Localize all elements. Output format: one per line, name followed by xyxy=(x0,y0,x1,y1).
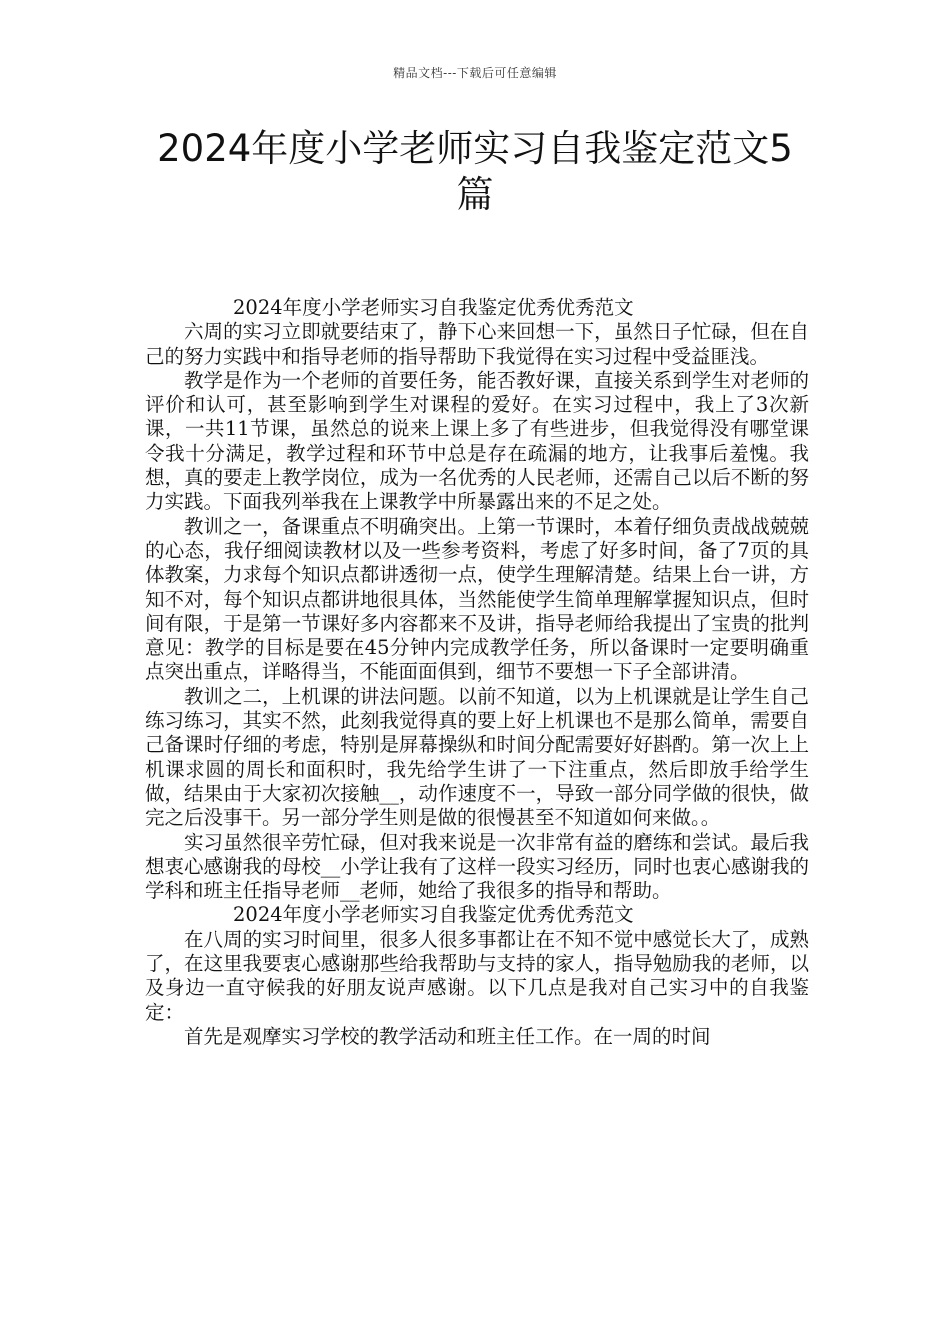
paragraph: 六周的实习立即就要结束了，静下心来回想一下，虽然日子忙碌，但在自己的努力实践中和指导老师的指导帮助下我觉得在实习过程中受益匪浅。 xyxy=(145,320,809,368)
section-heading: 2024年度小学老师实习自我鉴定优秀优秀范文 xyxy=(233,903,634,927)
paragraph: 首先是观摩实习学校的教学活动和班主任工作。在一周的时间 xyxy=(184,1024,711,1048)
paragraph: 教训之二，上机课的讲法问题。以前不知道，以为上机课就是让学生自己练习练习，其实不然，此刻我觉得真的要上好上机课也不是那么简单，需要自己备课时仔细的考虑，特别是屏幕操纵和时间分配需要好好斟酌。第一次上上机课求圆的周长和面积时，我先给学生讲了一下注重点，然后即放手给学生做，结果由于大家初次接触__，动作速度不一，导致一部分同学做的很快，做完之后没事干。另一部分学生则是做的很慢甚至不知道如何来做。。 xyxy=(145,684,809,830)
paragraph: 在八周的实习时间里，很多人很多事都让在不知不觉中感觉长大了，成熟了，在这里我要衷心感谢那些给我帮助与支持的家人，指导勉励我的老师，以及身边一直守候我的好朋友说声感谢。以下几点是我对自己实习中的自我鉴定： xyxy=(145,927,809,1024)
document-title: 2024年度小学老师实习自我鉴定范文5篇 xyxy=(157,127,793,216)
paragraph: 教学是作为一个老师的首要任务，能否教好课，直接关系到学生对老师的评价和认可，甚至影响到学生对课程的爱好。在实习过程中，我上了3次新课，一共11节课，虽然总的说来上课上多了有些进步，但我觉得没有哪堂课令我十分满足，教学过程和环节中总是存在疏漏的地方，让我事后羞愧。我想，真的要走上教学岗位，成为一名优秀的人民老师，还需自己以后不断的努力实践。下面我列举我在上课教学中所暴露出来的不足之处。 xyxy=(145,368,809,514)
section-heading: 2024年度小学老师实习自我鉴定优秀优秀范文 xyxy=(233,296,634,319)
paragraph: 教训之一，备课重点不明确突出。上第一节课时，本着仔细负责战战兢兢的心态，我仔细阅读教材以及一些参考资料，考虑了好多时间，备了7页的具体教案，力求每个知识点都讲透彻一点，使学生理解清楚。结果上台一讲，方知不对，每个知识点都讲地很具体，当然能使学生简单理解掌握知识点，但时间有限，于是第一节课好多内容都来不及讲，指导老师给我提出了宝贵的批判意见：教学的目标是要在45分钟内完成教学任务，所以备课时一定要明确重点突出重点，详略得当，不能面面俱到，细节不要想一下子全部讲清。 xyxy=(145,514,809,684)
document-body xyxy=(145,296,809,1049)
header-note: 精品文档---下载后可任意编辑 xyxy=(393,66,557,80)
paragraph: 实习虽然很辛劳忙碌，但对我来说是一次非常有益的磨练和尝试。最后我想衷心感谢我的母校__小学让我有了这样一段实习经历，同时也衷心感谢我的学科和班主任指导老师__老师，她给了我很多的指导和帮助。 xyxy=(145,830,809,903)
